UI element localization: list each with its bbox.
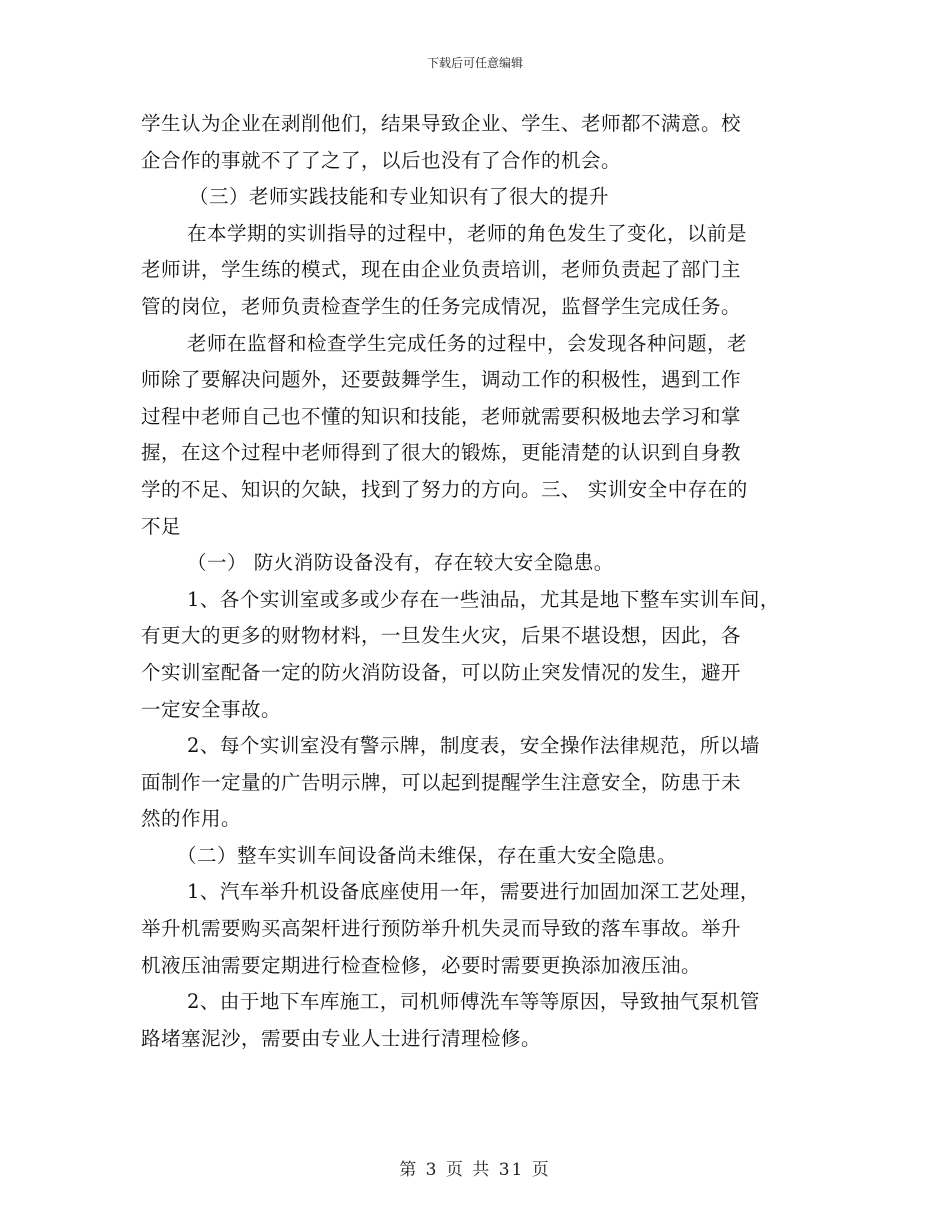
text-line: 师除了要解决问题外，还要鼓舞学生，调动工作的积极性，遇到工作 [141,368,742,392]
text-line: 在本学期的实训指导的过程中，老师的角色发生了变化，以前是 [187,221,748,245]
text-line: （二）整车实训车间设备尚未维保，存在重大安全隐患。 [177,843,678,867]
text-line: 过程中老师自己也不懂的知识和技能，老师就需要积极地去学习和掌 [141,404,742,428]
text-line: 2、每个实训室没有警示牌，制度表，安全操作法律规范，所以墙 [187,734,760,758]
text-line: 老师在监督和检查学生完成任务的过程中，会发现各种问题，老 [187,331,748,355]
text-line: （一） 防火消防设备没有，存在较大安全隐患。 [187,551,614,575]
text-line: 企合作的事就不了了之了，以后也没有了合作的机会。 [141,148,622,172]
text-line: （三）老师实践技能和专业知识有了很大的提升 [189,185,610,209]
page-number-footer: 第 3 页 共 31 页 [399,1160,551,1180]
text-line: 路堵塞泥沙，需要由专业人士进行清理检修。 [141,1026,542,1050]
text-line: 个实训室配备一定的防火消防设备，可以防止突发情况的发生，避开 [141,660,742,684]
text-line: 一定安全事故。 [141,697,282,721]
text-line: 老师讲，学生练的模式，现在由企业负责培训，老师负责起了部门主 [141,258,742,282]
document-body [141,106,813,1057]
text-line: 握，在这个过程中老师得到了很大的锻炼，更能清楚的认识到自身教 [141,441,742,465]
text-line: 1、各个实训室或多或少存在一些油品，尤其是地下整车实训车间， [187,587,780,611]
text-line: 管的岗位，老师负责检查学生的任务完成情况，监督学生完成任务。 [141,294,742,318]
text-line: 2、由于地下车库施工，司机师傅洗车等等原因，导致抽气泵机管 [187,990,760,1014]
text-line: 面制作一定量的广告明示牌，可以起到提醒学生注意安全，防患于未 [141,770,742,794]
page-header-note: 下载后可任意编辑 [426,56,523,70]
text-line: 然的作用。 [141,807,242,831]
text-line: 不足 [141,514,182,538]
text-line: 机液压油需要定期进行检查检修，必要时需要更换添加液压油。 [141,953,702,977]
text-line: 学生认为企业在剥削他们，结果导致企业、学生、老师都不满意。校 [141,112,742,135]
text-line: 学的不足、知识的欠缺，找到了努力的方向。三、 实训安全中存在的 [141,477,748,501]
text-line: 1、汽车举升机设备底座使用一年，需要进行加固加深工艺处理， [187,880,760,904]
text-line: 举升机需要购买高架杆进行预防举升机失灵而导致的落车事故。举升 [141,917,742,941]
text-line: 有更大的更多的财物材料，一旦发生火灾，后果不堪设想，因此，各 [141,624,742,648]
